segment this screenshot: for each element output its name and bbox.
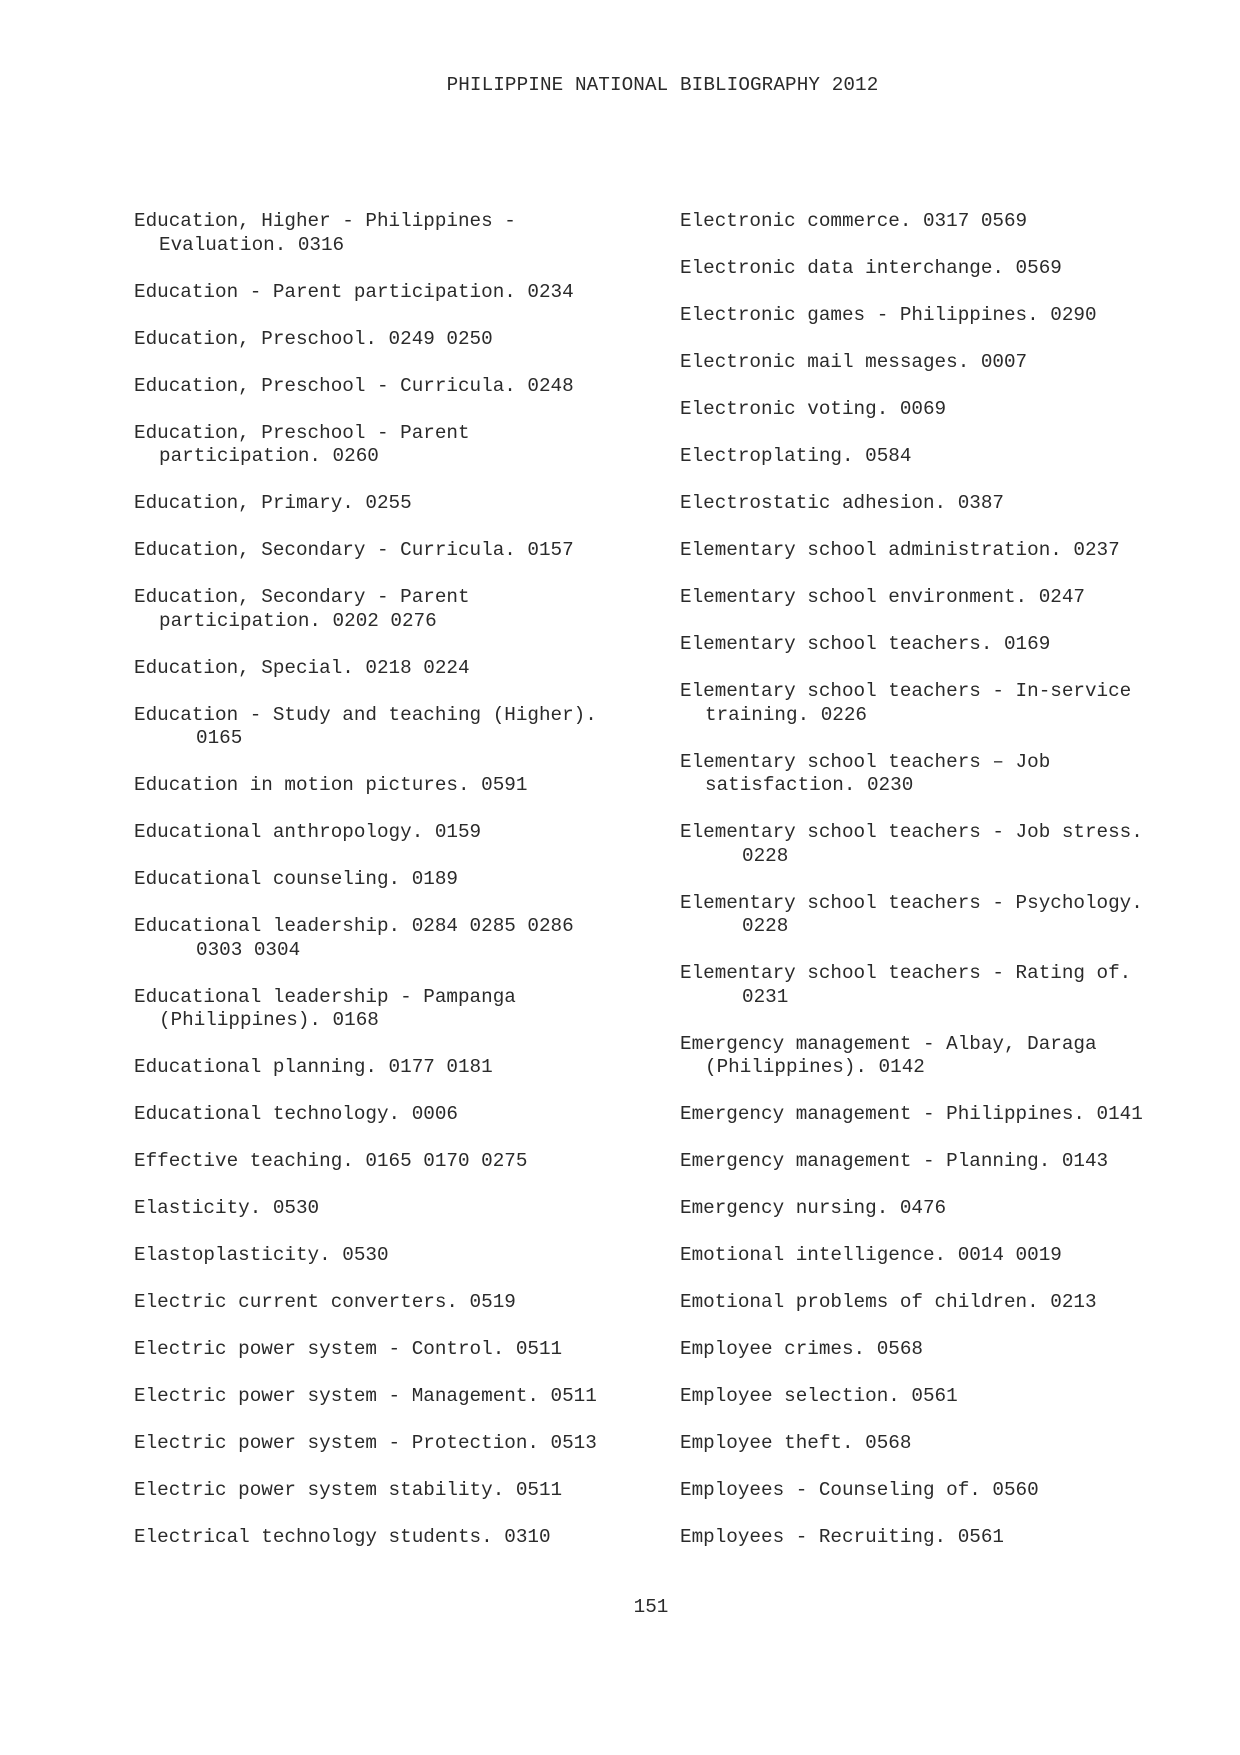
index-entry-heading: Elasticity. 0530 bbox=[134, 1197, 320, 1219]
index-entry-heading: Elementary school teachers - Psychology. bbox=[680, 891, 1143, 914]
index-entry bbox=[134, 915, 574, 962]
index-entry bbox=[680, 680, 1131, 727]
index-entry-heading: Electric power system - Protection. 0513 bbox=[134, 1432, 597, 1454]
index-entry-heading: Elementary school teachers – Job bbox=[680, 750, 1051, 773]
index-entry bbox=[680, 210, 1027, 234]
index-entry-continuation: training. 0226 bbox=[705, 703, 867, 726]
index-entry-heading: Educational technology. 0006 bbox=[134, 1103, 458, 1125]
index-entry-continuation: participation. 0260 bbox=[159, 445, 379, 467]
index-entry-heading: Elementary school administration. 0237 bbox=[680, 539, 1120, 561]
index-entry bbox=[680, 1291, 1097, 1315]
index-entry-heading: Electric power system - Control. 0511 bbox=[134, 1338, 563, 1360]
index-entry bbox=[134, 539, 574, 563]
index-entry-heading: Employee crimes. 0568 bbox=[680, 1338, 923, 1360]
index-entry-continuation: satisfaction. 0230 bbox=[705, 774, 914, 796]
index-entry-heading: Emergency management - Planning. 0143 bbox=[680, 1150, 1109, 1172]
index-entry bbox=[134, 1103, 458, 1127]
index-entry-heading: Employees - Recruiting. 0561 bbox=[680, 1526, 1004, 1548]
index-entry-heading: Electronic mail messages. 0007 bbox=[680, 351, 1028, 373]
index-entry bbox=[680, 1197, 946, 1221]
index-entry-heading: Electric power system stability. 0511 bbox=[134, 1479, 563, 1501]
index-entry-heading: Electronic data interchange. 0569 bbox=[680, 257, 1062, 279]
index-entry-continuation: Evaluation. 0316 bbox=[159, 233, 345, 256]
index-entry-heading: Education in motion pictures. 0591 bbox=[134, 774, 528, 796]
index-entry bbox=[680, 821, 1143, 868]
index-entry-heading: Elementary school teachers - Job stress. bbox=[680, 821, 1143, 843]
page-number: 151 bbox=[633, 1596, 669, 1618]
index-entry bbox=[134, 375, 574, 399]
index-entry-heading: Education, Secondary - Curricula. 0157 bbox=[134, 539, 574, 561]
index-entry-heading: Educational planning. 0177 0181 bbox=[134, 1056, 493, 1078]
index-entry bbox=[680, 892, 1143, 939]
index-entry-heading: Educational leadership - Pampanga bbox=[134, 985, 516, 1008]
index-entry bbox=[680, 351, 1027, 375]
index-entry bbox=[134, 1432, 597, 1456]
index-entry bbox=[680, 1150, 1108, 1174]
index-entry bbox=[680, 1479, 1039, 1503]
index-entry bbox=[134, 1479, 562, 1503]
index-entry-heading: Electronic commerce. 0317 0569 bbox=[680, 210, 1028, 232]
index-entry bbox=[680, 1526, 1004, 1550]
index-entry-heading: Emotional intelligence. 0014 0019 bbox=[680, 1244, 1062, 1266]
index-entry-continuation: 0231 bbox=[742, 985, 789, 1008]
index-entry-continuation: 0228 bbox=[742, 844, 789, 867]
index-entry bbox=[134, 1244, 389, 1268]
index-entry bbox=[134, 657, 470, 681]
index-entry-heading: Electronic voting. 0069 bbox=[680, 398, 947, 420]
index-entry-continuation: participation. 0202 0276 bbox=[159, 609, 437, 632]
index-entry-heading: Education, Special. 0218 0224 bbox=[134, 656, 470, 679]
index-entry bbox=[134, 868, 458, 892]
index-entry bbox=[134, 704, 597, 751]
index-entry bbox=[680, 257, 1062, 281]
index-entry bbox=[134, 281, 574, 305]
index-entry bbox=[134, 586, 470, 633]
index-entry-heading: Education, Primary. 0255 bbox=[134, 492, 412, 514]
index-entry-heading: Education, Higher - Philippines - bbox=[134, 210, 516, 232]
index-entry bbox=[680, 539, 1120, 563]
index-entry-heading: Emotional problems of children. 0213 bbox=[680, 1291, 1097, 1313]
index-entry-continuation: 0165 bbox=[196, 727, 243, 749]
index-entry bbox=[134, 1150, 527, 1174]
index-entry bbox=[680, 1244, 1062, 1268]
index-entry-heading: Electronic games - Philippines. 0290 bbox=[680, 304, 1097, 326]
index-entry bbox=[134, 422, 470, 469]
index-entry-heading: Educational leadership. 0284 0285 0286 bbox=[134, 915, 574, 937]
index-entry-heading: Emergency nursing. 0476 bbox=[680, 1197, 947, 1219]
index-entry bbox=[134, 1197, 319, 1221]
index-entry bbox=[680, 633, 1050, 657]
index-entry-heading: Education, Secondary - Parent bbox=[134, 586, 470, 608]
index-entry-heading: Education, Preschool - Curricula. 0248 bbox=[134, 374, 574, 397]
index-entry-heading: Emergency management - Philippines. 0141 bbox=[680, 1103, 1143, 1125]
index-entry-heading: Electrostatic adhesion. 0387 bbox=[680, 492, 1004, 514]
index-entry-heading: Education, Preschool - Parent bbox=[134, 421, 470, 444]
index-entry bbox=[680, 962, 1131, 1009]
index-entry bbox=[134, 821, 481, 845]
index-entry-continuation: (Philippines). 0168 bbox=[159, 1009, 379, 1031]
index-entry-heading: Electric power system - Management. 0511 bbox=[134, 1385, 597, 1407]
index-entry bbox=[134, 986, 516, 1033]
index-entry-heading: Elementary school teachers. 0169 bbox=[680, 633, 1051, 655]
running-header: PHILIPPINE NATIONAL BIBLIOGRAPHY 2012 bbox=[446, 74, 879, 96]
index-entry-heading: Employee selection. 0561 bbox=[680, 1385, 958, 1407]
index-entry-heading: Elastoplasticity. 0530 bbox=[134, 1244, 389, 1266]
index-entry-continuation: (Philippines). 0142 bbox=[705, 1056, 925, 1078]
index-entry-heading: Educational counseling. 0189 bbox=[134, 868, 458, 890]
index-entry bbox=[134, 1385, 597, 1409]
index-entry bbox=[680, 1385, 958, 1409]
index-entry bbox=[134, 328, 493, 352]
index-entry-heading: Education, Preschool. 0249 0250 bbox=[134, 327, 493, 350]
index-entry bbox=[134, 1526, 551, 1550]
index-entry bbox=[134, 492, 412, 516]
index-entry-heading: Electrical technology students. 0310 bbox=[134, 1526, 551, 1548]
index-entry bbox=[680, 1432, 911, 1456]
index-entry bbox=[134, 210, 516, 257]
index-entry-heading: Education - Study and teaching (Higher). bbox=[134, 703, 597, 726]
index-entry-heading: Education - Parent participation. 0234 bbox=[134, 280, 574, 303]
index-entry-heading: Elementary school teachers - In-service bbox=[680, 680, 1132, 702]
index-entry-heading: Electric current converters. 0519 bbox=[134, 1291, 516, 1313]
index-entry bbox=[680, 1338, 923, 1362]
index-entry-heading: Elementary school teachers - Rating of. bbox=[680, 962, 1132, 984]
index-entry-heading: Employee theft. 0568 bbox=[680, 1432, 912, 1454]
index-entry-heading: Electroplating. 0584 bbox=[680, 445, 912, 467]
index-entry bbox=[680, 304, 1097, 328]
index-entry bbox=[680, 1103, 1143, 1127]
index-entry bbox=[680, 398, 946, 422]
index-entry-heading: Emergency management - Albay, Daraga bbox=[680, 1032, 1097, 1055]
index-entry bbox=[680, 586, 1085, 610]
index-entry bbox=[134, 1056, 493, 1080]
index-entry bbox=[680, 751, 1050, 798]
index-entry-heading: Effective teaching. 0165 0170 0275 bbox=[134, 1150, 528, 1172]
index-entry bbox=[134, 1338, 562, 1362]
index-entry-heading: Elementary school environment. 0247 bbox=[680, 586, 1085, 608]
index-entry-continuation: 0303 0304 bbox=[196, 938, 301, 961]
index-entry bbox=[680, 445, 911, 469]
index-entry bbox=[680, 1033, 1097, 1080]
index-entry-heading: Educational anthropology. 0159 bbox=[134, 821, 482, 843]
index-entry-continuation: 0228 bbox=[742, 915, 789, 937]
index-entry bbox=[134, 774, 527, 798]
index-entry-heading: Employees - Counseling of. 0560 bbox=[680, 1479, 1039, 1501]
index-entry bbox=[680, 492, 1004, 516]
index-entry bbox=[134, 1291, 516, 1315]
